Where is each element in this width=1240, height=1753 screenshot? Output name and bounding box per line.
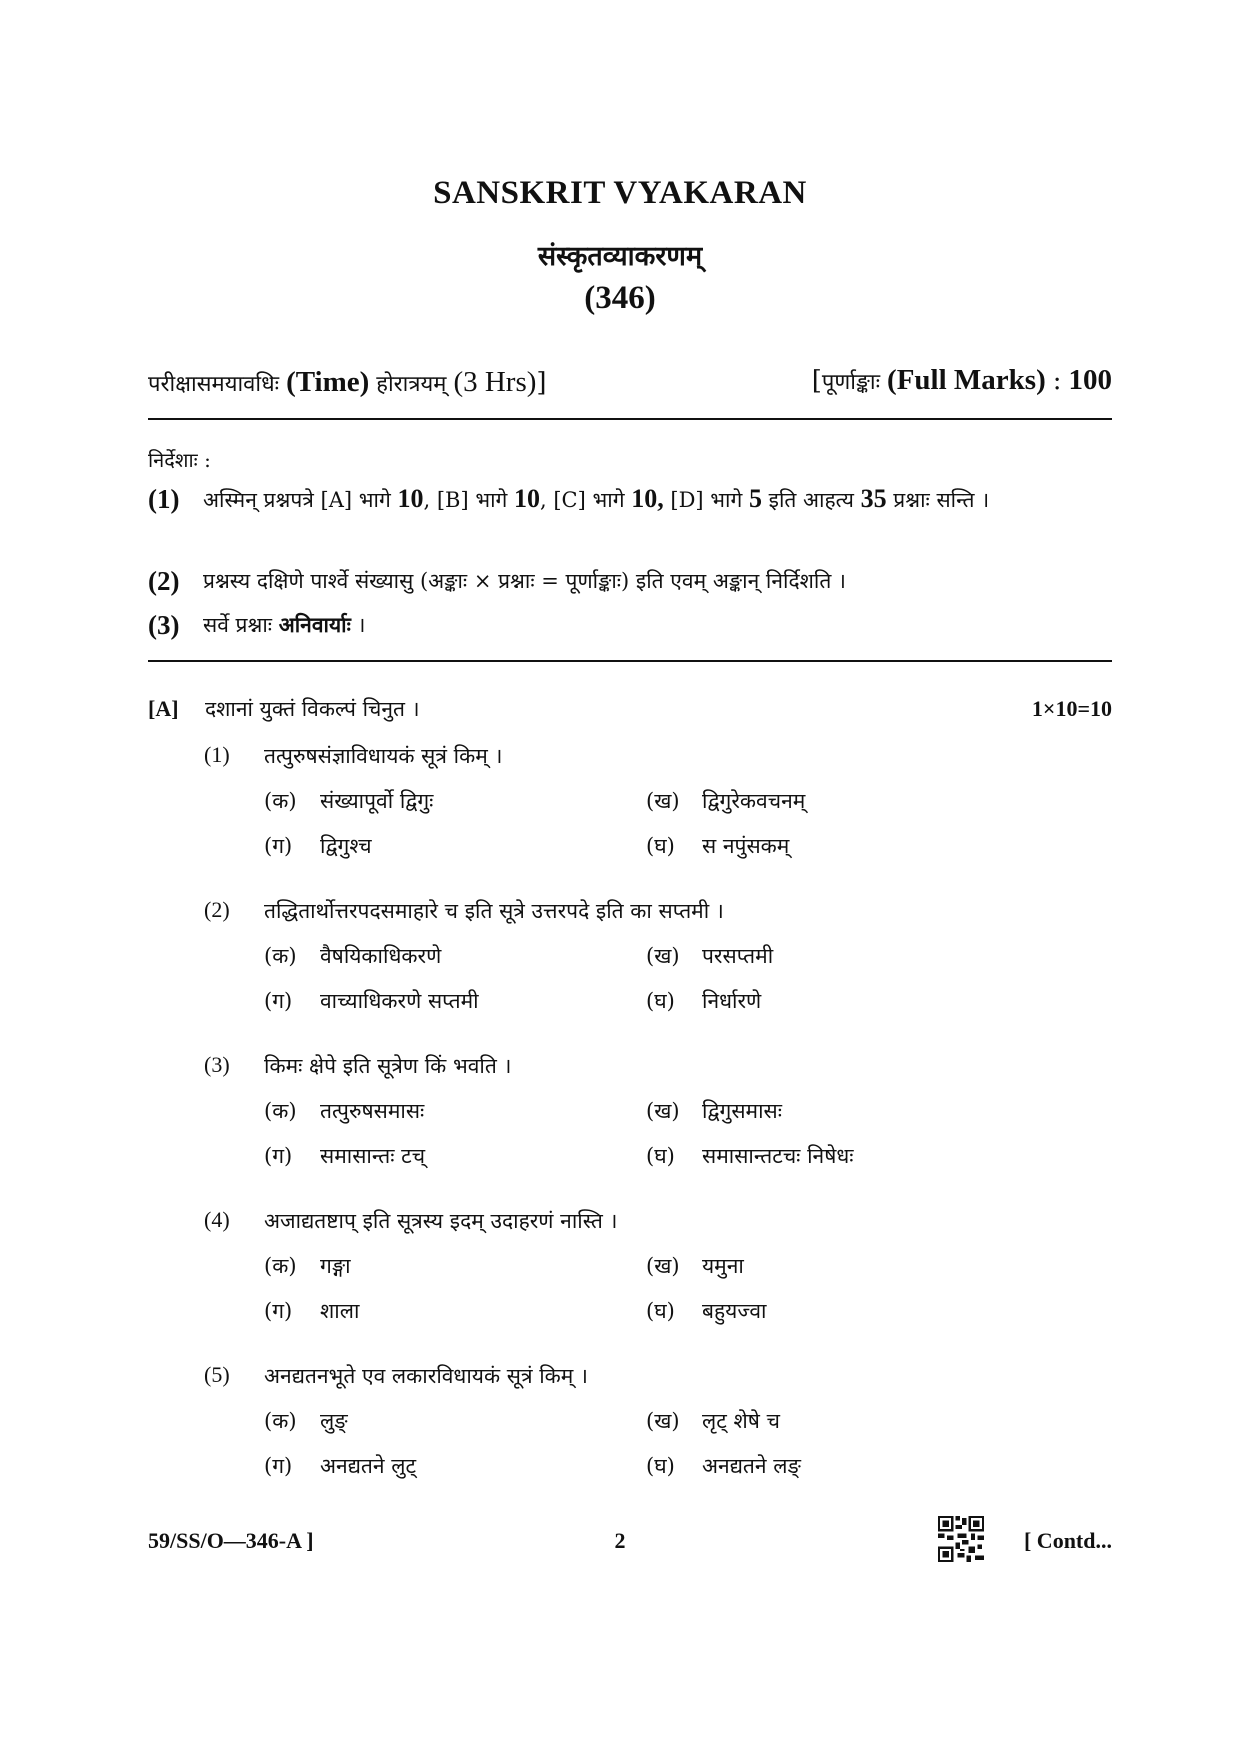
option-kha[interactable]	[646, 942, 773, 970]
option-ka[interactable]	[264, 787, 433, 815]
option-label: (क)	[264, 944, 297, 968]
option-label: (क)	[264, 1409, 297, 1433]
instruction-item	[148, 482, 1112, 517]
option-label: (घ)	[646, 1299, 675, 1323]
option-text: अनद्यतने लुट्	[320, 1454, 417, 1478]
option-label: (ग)	[264, 1144, 293, 1168]
question-text: तत्पुरुषसंज्ञाविधायकं सूत्रं किम् ।	[264, 744, 503, 768]
page-number: 2	[614, 1528, 626, 1553]
option-label: (क)	[264, 1099, 297, 1123]
instruction-text	[203, 608, 1112, 642]
question-number: (2)	[204, 897, 230, 922]
section-instruction: दशानां युक्तं विकल्पं चिनुत ।	[205, 697, 420, 721]
option-ka[interactable]	[264, 1252, 351, 1280]
question-number: (3)	[204, 1052, 230, 1077]
paper-code: (346)	[584, 280, 656, 316]
option-text: लुङ्	[320, 1409, 348, 1433]
marks-value: 100	[1068, 364, 1112, 396]
section-label: [A]	[148, 696, 179, 721]
option-text: तत्पुरुषसमासः	[320, 1099, 425, 1123]
question-text: तद्धितार्थोत्तरपदसमाहारे च इति सूत्रे उत्तरपदे इति का सप्तमी ।	[264, 899, 724, 923]
instruction-item	[148, 608, 1112, 642]
option-gha[interactable]	[646, 1142, 854, 1170]
option-kha[interactable]	[646, 787, 805, 815]
option-text: निर्धारणे	[702, 989, 762, 1013]
option-label: (क)	[264, 789, 297, 813]
instruction-text-part: इति आहत्य	[761, 488, 861, 512]
instruction-number: (2)	[148, 566, 180, 596]
question-number: (5)	[204, 1362, 230, 1387]
instructions-heading: निर्देशाः :	[148, 448, 211, 472]
time-close-bracket: ]	[536, 368, 547, 398]
option-label: (घ)	[646, 989, 675, 1013]
option-gha[interactable]	[646, 1297, 766, 1325]
option-text: बहुयज्वा	[702, 1299, 767, 1323]
option-text: वैषयिकाधिकरणे	[320, 944, 442, 968]
continued-marker: [ Contd...	[1023, 1528, 1112, 1553]
option-gha[interactable]	[646, 1452, 801, 1480]
option-text: वाच्याधिकरणे सप्तमी	[320, 989, 479, 1013]
option-label: (घ)	[646, 1454, 675, 1478]
qr-code-icon	[938, 1516, 984, 1562]
instruction-text-part: सर्वे प्रश्नाः	[203, 613, 279, 637]
option-ka[interactable]	[264, 942, 441, 970]
instruction-count: 10	[397, 484, 424, 513]
question-text: अजाद्यतष्टाप् इति सूत्रस्य इदम् उदाहरणं नास्ति ।	[264, 1209, 618, 1233]
divider-bottom	[148, 660, 1112, 662]
option-ga[interactable]	[264, 987, 479, 1015]
instruction-text-part: प्रश्नाः सन्ति ।	[886, 488, 990, 512]
option-text: लृट् शेषे च	[702, 1409, 780, 1433]
option-ga[interactable]	[264, 1297, 359, 1325]
paper-title-sanskrit: संस्कृतव्याकरणम्	[537, 241, 703, 272]
option-label: (ग)	[264, 834, 293, 858]
option-text: गङ्गा	[320, 1254, 351, 1278]
option-label: (ग)	[264, 1454, 293, 1478]
section-marks: 1×10=10	[1031, 696, 1112, 721]
time-english: (Time)	[286, 366, 370, 398]
option-text: द्विगुसमासः	[702, 1099, 782, 1123]
instruction-number: (1)	[148, 484, 180, 514]
option-label: (ग)	[264, 989, 293, 1013]
option-text: द्विगुश्च	[320, 834, 372, 858]
marks-label: पूर्णाङ्काः	[821, 370, 881, 395]
option-gha[interactable]	[646, 832, 789, 860]
option-label: (ख)	[646, 789, 680, 813]
marks-open-bracket: [	[811, 366, 822, 396]
instruction-item	[148, 564, 1112, 598]
option-text: अनद्यतने लङ्	[702, 1454, 801, 1478]
option-text: संख्यापूर्वो द्विगुः	[320, 789, 434, 813]
instruction-text-part: ।	[350, 613, 366, 637]
option-text: समासान्तटचः निषेधः	[702, 1144, 854, 1168]
option-kha[interactable]	[646, 1407, 780, 1435]
divider-top	[148, 418, 1112, 420]
option-ka[interactable]	[264, 1097, 424, 1125]
option-text: शाला	[320, 1299, 360, 1323]
option-kha[interactable]	[646, 1097, 782, 1125]
option-kha[interactable]	[646, 1252, 744, 1280]
option-label: (क)	[264, 1254, 297, 1278]
instruction-number: (3)	[148, 610, 180, 640]
instruction-text-part: , [B] भागे	[423, 488, 515, 512]
option-text: समासान्तः टच्	[320, 1144, 426, 1168]
instruction-text	[203, 482, 1112, 517]
question-number: (4)	[204, 1207, 230, 1232]
paper-title-english: SANSKRIT VYAKARAN	[433, 175, 807, 211]
option-label: (ख)	[646, 1409, 680, 1433]
instruction-count: 10,	[631, 484, 664, 513]
marks-english: (Full Marks)	[887, 364, 1046, 396]
time-allowed	[148, 366, 547, 399]
paper-series-code: 59/SS/O—346-A ]	[148, 1528, 314, 1553]
option-label: (घ)	[646, 1144, 675, 1168]
instruction-count: 35	[860, 484, 887, 513]
instruction-emphasis: अनिवार्याः	[278, 612, 351, 637]
instruction-text-part: अस्मिन् प्रश्नपत्रे [A] भागे	[203, 488, 398, 512]
option-text: परसप्तमी	[702, 944, 774, 968]
option-label: (ख)	[646, 1099, 680, 1123]
instruction-text: प्रश्नस्य दक्षिणे पार्श्वे संख्यासु (अङ्काः × प्रश्नाः = पूर्णाङ्काः) इति एवम् अङ्कान् निर्दिशति ।	[203, 569, 846, 593]
option-label: (घ)	[646, 834, 675, 858]
option-text: यमुना	[702, 1254, 744, 1278]
option-label: (ख)	[646, 944, 680, 968]
marks-separator: :	[1052, 366, 1062, 396]
instruction-text-part: [D] भागे	[663, 488, 749, 512]
option-ga[interactable]	[264, 1452, 416, 1480]
question-text: अनद्यतनभूते एव लकारविधायकं सूत्रं किम् ।	[264, 1364, 588, 1388]
option-label: (ख)	[646, 1254, 680, 1278]
question-number: (1)	[204, 742, 230, 767]
option-ga[interactable]	[264, 832, 372, 860]
option-gha[interactable]	[646, 987, 761, 1015]
question-text: किमः क्षेपे इति सूत्रेण किं भवति ।	[264, 1054, 512, 1078]
time-sanskrit: होरात्रयम्	[376, 372, 447, 397]
time-label: परीक्षासमयावधिः	[148, 372, 280, 397]
instruction-text-part: , [C] भागे	[540, 488, 632, 512]
time-hours: (3 Hrs)	[453, 366, 537, 398]
option-ga[interactable]	[264, 1142, 425, 1170]
option-text: द्विगुरेकवचनम्	[702, 789, 806, 813]
option-text: स नपुंसकम्	[702, 834, 790, 858]
full-marks	[812, 364, 1112, 397]
option-label: (ग)	[264, 1299, 293, 1323]
instruction-count: 10	[514, 484, 541, 513]
instruction-count: 5	[748, 484, 762, 513]
option-ka[interactable]	[264, 1407, 348, 1435]
